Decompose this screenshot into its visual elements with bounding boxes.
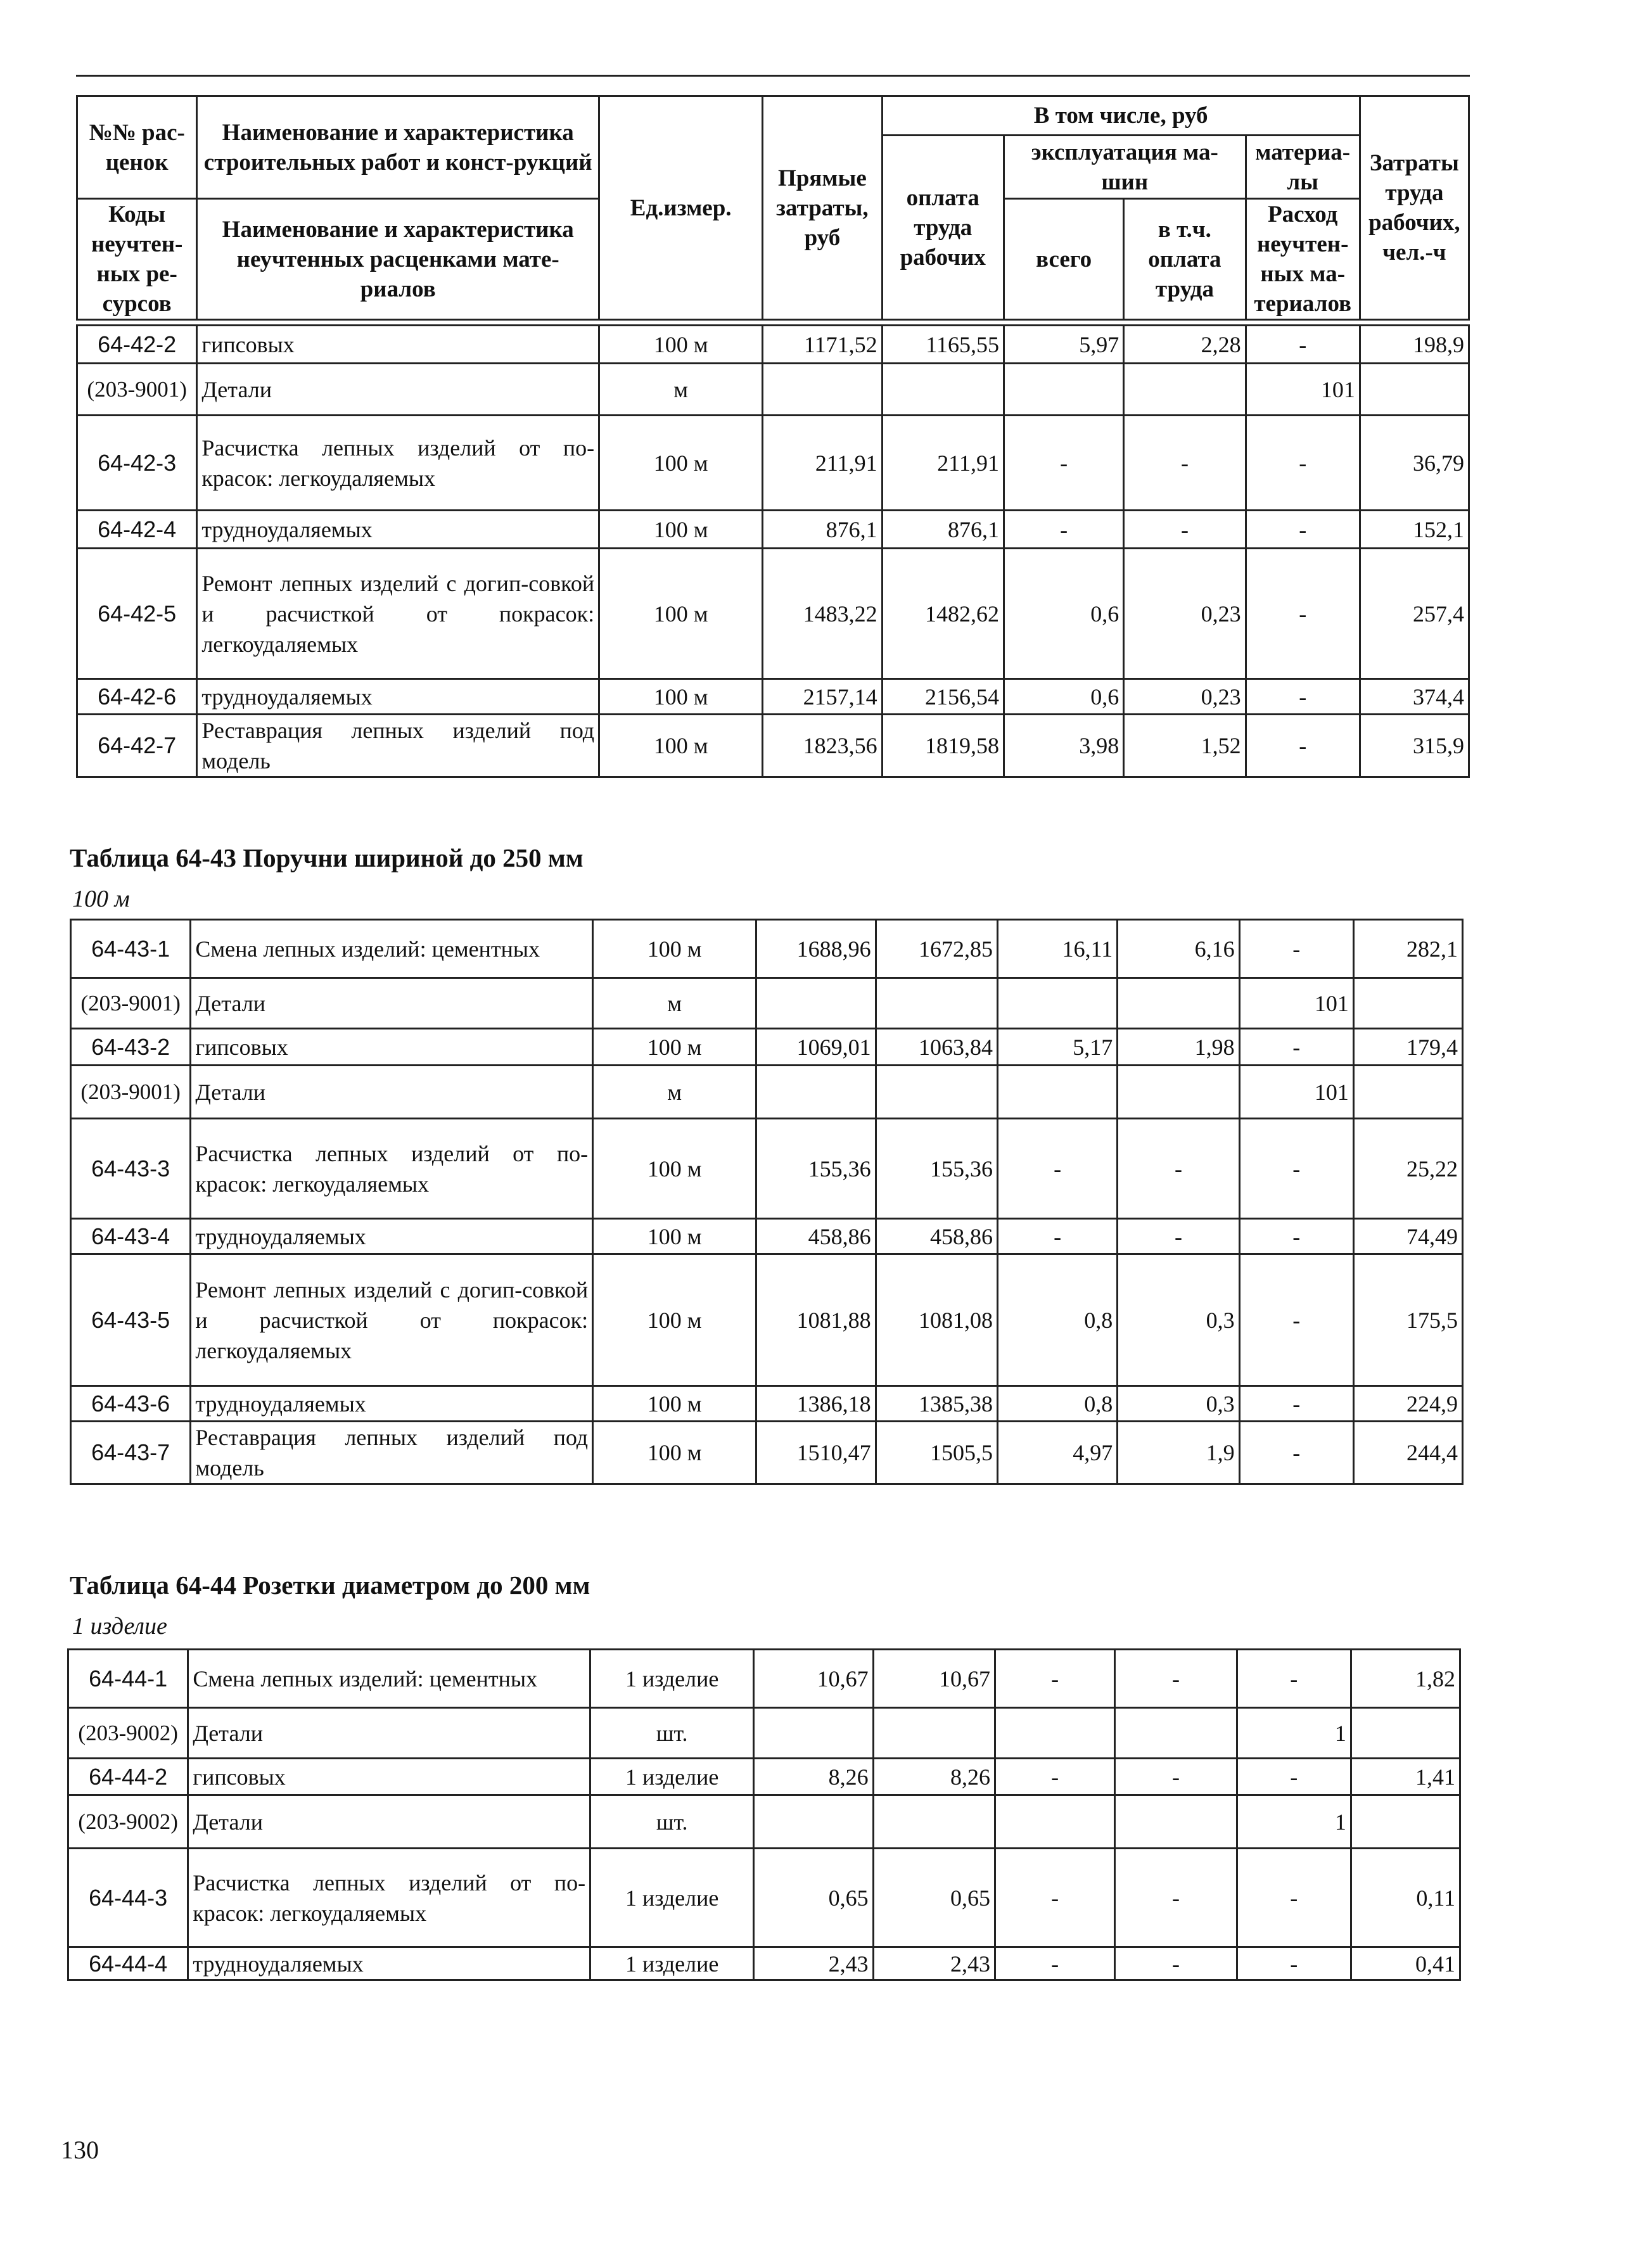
table-row: [71, 1422, 1463, 1484]
cell-wages: 458,86: [876, 1219, 997, 1254]
cell-mach-wages: 0,23: [1124, 549, 1246, 679]
cell-code: 64-44-3: [68, 1849, 188, 1947]
table-64-43: [70, 919, 1464, 1485]
cell-unit: 100 м: [593, 1386, 756, 1422]
cell-unit: 100 м: [599, 549, 763, 679]
cell-mat: -: [1239, 1386, 1353, 1422]
header-name-bottom: Наименование и характеристика неучтенных расценками мате-риалов: [197, 199, 599, 320]
cell-mach: -: [1004, 511, 1123, 549]
cell-unit: 1 изделие: [590, 1947, 754, 1980]
cell-direct: [763, 364, 882, 416]
cell-code: 64-43-5: [71, 1254, 191, 1386]
cell-unit: 100 м: [593, 1119, 756, 1219]
cell-wages: 876,1: [882, 511, 1004, 549]
table-64-42: [76, 324, 1470, 778]
header-machines-total: всего: [1004, 199, 1123, 320]
cell-mat: -: [1237, 1947, 1351, 1980]
cell-unit: 100 м: [599, 715, 763, 777]
table-row: [68, 1759, 1460, 1795]
cell-wages: [876, 978, 997, 1029]
header-direct-costs: Прямые затраты, руб: [763, 96, 882, 320]
cell-labor: 175,5: [1353, 1254, 1462, 1386]
cell-unit: м: [593, 1066, 756, 1119]
cell-mach-wages: -: [1118, 1219, 1239, 1254]
cell-direct: [756, 978, 876, 1029]
cell-mach-wages: -: [1124, 416, 1246, 511]
cell-unit: 100 м: [593, 1254, 756, 1386]
cell-mach: -: [995, 1759, 1114, 1795]
cell-mach-wages: -: [1115, 1759, 1237, 1795]
cell-direct: 1081,88: [756, 1254, 876, 1386]
cell-wages: 0,65: [873, 1849, 995, 1947]
table-row: [77, 679, 1469, 715]
cell-mach-wages: [1118, 978, 1239, 1029]
cell-code: (203-9002): [68, 1795, 188, 1849]
cell-name: трудноудаляемых: [197, 679, 599, 715]
cell-mach-wages: [1115, 1708, 1237, 1759]
header-including-group: В том числе, руб: [882, 96, 1360, 136]
cell-direct: 1823,56: [763, 715, 882, 777]
table-row: [68, 1947, 1460, 1980]
cell-name: Детали: [191, 978, 593, 1029]
cell-mat: -: [1239, 1254, 1353, 1386]
cell-mach: -: [997, 1119, 1117, 1219]
table-64-44-caption: Таблица 64-44 Розетки диаметром до 200 мм: [70, 1570, 590, 1600]
cell-mat: 1: [1237, 1795, 1351, 1849]
cell-direct: 2,43: [754, 1947, 873, 1980]
cell-name: гипсовых: [197, 326, 599, 364]
cell-unit: 100 м: [593, 1422, 756, 1484]
cell-direct: 10,67: [754, 1650, 873, 1708]
cell-mach: 0,6: [1004, 679, 1123, 715]
cell-mach: 16,11: [997, 920, 1117, 978]
cell-mat: -: [1239, 1219, 1353, 1254]
cell-mach-wages: 1,52: [1124, 715, 1246, 777]
cell-labor: 1,82: [1351, 1650, 1460, 1708]
table-64-44-unit-caption: 1 изделие: [72, 1613, 167, 1640]
cell-code: (203-9001): [71, 1066, 191, 1119]
cell-labor: 198,9: [1360, 326, 1469, 364]
cell-wages: [873, 1795, 995, 1849]
cell-direct: 1171,52: [763, 326, 882, 364]
cell-code: 64-42-4: [77, 511, 197, 549]
cell-mat: -: [1237, 1650, 1351, 1708]
table-row: [77, 326, 1469, 364]
cell-labor: 224,9: [1353, 1386, 1462, 1422]
cell-mat: -: [1237, 1849, 1351, 1947]
cell-mach-wages: 6,16: [1118, 920, 1239, 978]
cell-code: 64-43-3: [71, 1119, 191, 1219]
cell-wages: 155,36: [876, 1119, 997, 1219]
cell-mach-wages: -: [1124, 511, 1246, 549]
cell-mach-wages: -: [1115, 1947, 1237, 1980]
cell-code: 64-44-4: [68, 1947, 188, 1980]
table-row: [71, 1219, 1463, 1254]
cell-wages: [882, 364, 1004, 416]
cell-mach: -: [997, 1219, 1117, 1254]
cell-unit: м: [593, 978, 756, 1029]
cell-code: 64-43-6: [71, 1386, 191, 1422]
cell-name: Смена лепных изделий: цементных: [191, 920, 593, 978]
cell-mach-wages: -: [1118, 1119, 1239, 1219]
cell-direct: 1069,01: [756, 1029, 876, 1066]
cell-mat: -: [1246, 679, 1360, 715]
cell-direct: 1386,18: [756, 1386, 876, 1422]
cell-wages: 2156,54: [882, 679, 1004, 715]
cell-code: 64-43-4: [71, 1219, 191, 1254]
cell-name: трудноудаляемых: [191, 1386, 593, 1422]
cell-unit: 100 м: [599, 326, 763, 364]
cell-mat: -: [1246, 549, 1360, 679]
cell-direct: 211,91: [763, 416, 882, 511]
cell-mach-wages: -: [1115, 1849, 1237, 1947]
table-row: [68, 1849, 1460, 1947]
cell-labor: 152,1: [1360, 511, 1469, 549]
table-row: [71, 1254, 1463, 1386]
cell-code: 64-43-7: [71, 1422, 191, 1484]
header-wages: оплата труда рабочих: [882, 136, 1004, 320]
cell-code: 64-42-6: [77, 679, 197, 715]
cell-unit: шт.: [590, 1708, 754, 1759]
cell-mach-wages: 0,3: [1118, 1386, 1239, 1422]
cell-wages: 10,67: [873, 1650, 995, 1708]
cell-wages: 1819,58: [882, 715, 1004, 777]
table-64-44: [67, 1648, 1461, 1981]
cell-labor: 0,41: [1351, 1947, 1460, 1980]
table-row: [68, 1650, 1460, 1708]
table-64-43-unit-caption: 100 м: [72, 886, 130, 912]
cell-code: 64-42-2: [77, 326, 197, 364]
top-rule: [76, 75, 1470, 77]
cell-name: Детали: [197, 364, 599, 416]
cell-labor: [1360, 364, 1469, 416]
cell-mach-wages: 0,3: [1118, 1254, 1239, 1386]
header-machines: эксплуатация ма-шин: [1004, 136, 1246, 199]
cell-wages: 1165,55: [882, 326, 1004, 364]
cell-name: Детали: [188, 1708, 590, 1759]
cell-labor: 0,11: [1351, 1849, 1460, 1947]
cell-labor: 374,4: [1360, 679, 1469, 715]
cell-mach: 5,97: [1004, 326, 1123, 364]
table-row: [77, 364, 1469, 416]
cell-code: (203-9001): [71, 978, 191, 1029]
cell-unit: 100 м: [599, 416, 763, 511]
header-materials-use: Расход неучтен-ных ма-териалов: [1246, 199, 1360, 320]
cell-mach-wages: 2,28: [1124, 326, 1246, 364]
cell-wages: 1385,38: [876, 1386, 997, 1422]
cell-name: трудноудаляемых: [197, 511, 599, 549]
cell-mach-wages: [1118, 1066, 1239, 1119]
cell-direct: 458,86: [756, 1219, 876, 1254]
page-number: 130: [61, 2136, 99, 2164]
cell-direct: [754, 1708, 873, 1759]
cell-mach: 3,98: [1004, 715, 1123, 777]
cell-unit: 100 м: [599, 679, 763, 715]
cell-direct: [756, 1066, 876, 1119]
cell-unit: 1 изделие: [590, 1650, 754, 1708]
cell-mach-wages: 1,9: [1118, 1422, 1239, 1484]
table-row: [77, 549, 1469, 679]
cell-wages: [876, 1066, 997, 1119]
header-materials: материа-лы: [1246, 136, 1360, 199]
cell-mat: -: [1239, 1119, 1353, 1219]
cell-unit: 100 м: [593, 920, 756, 978]
cell-labor: 282,1: [1353, 920, 1462, 978]
cell-mach: [995, 1708, 1114, 1759]
cell-wages: 8,26: [873, 1759, 995, 1795]
cell-mach-wages: 1,98: [1118, 1029, 1239, 1066]
table-row: [71, 978, 1463, 1029]
cell-mach-wages: 0,23: [1124, 679, 1246, 715]
header-labor-costs: Затраты труда рабочих, чел.-ч: [1360, 96, 1469, 320]
header-name-top: Наименование и характеристика строительных работ и конст-рукций: [197, 96, 599, 199]
cell-unit: шт.: [590, 1795, 754, 1849]
cell-wages: 1672,85: [876, 920, 997, 978]
cell-code: 64-43-1: [71, 920, 191, 978]
cell-code: 64-42-7: [77, 715, 197, 777]
cell-name: Реставрация лепных изделий под модель: [197, 715, 599, 777]
cell-mach: 0,8: [997, 1386, 1117, 1422]
cell-labor: 244,4: [1353, 1422, 1462, 1484]
cell-direct: 2157,14: [763, 679, 882, 715]
cell-mat: -: [1246, 416, 1360, 511]
cell-mach: 0,6: [1004, 549, 1123, 679]
cell-name: Смена лепных изделий: цементных: [188, 1650, 590, 1708]
header-machines-wages: в т.ч. оплата труда: [1124, 199, 1246, 320]
cell-name: Детали: [188, 1795, 590, 1849]
cell-name: Расчистка лепных изделий от по-красок: легкоудаляемых: [191, 1119, 593, 1219]
table-row: [77, 715, 1469, 777]
cell-name: Детали: [191, 1066, 593, 1119]
cell-labor: 1,41: [1351, 1759, 1460, 1795]
cell-name: Реставрация лепных изделий под модель: [191, 1422, 593, 1484]
cell-direct: 8,26: [754, 1759, 873, 1795]
cell-direct: 1510,47: [756, 1422, 876, 1484]
cell-labor: [1351, 1795, 1460, 1849]
cell-wages: 211,91: [882, 416, 1004, 511]
cell-code: 64-44-2: [68, 1759, 188, 1795]
cell-direct: 1688,96: [756, 920, 876, 978]
cell-unit: м: [599, 364, 763, 416]
cell-mat: 101: [1246, 364, 1360, 416]
cell-wages: 2,43: [873, 1947, 995, 1980]
header-unit: Ед.измер.: [599, 96, 763, 320]
cell-code: (203-9001): [77, 364, 197, 416]
cell-name: Ремонт лепных изделий с догип-совкой и расчисткой от покрасок: легкоудаляемых: [191, 1254, 593, 1386]
cell-mach: [997, 978, 1117, 1029]
cell-name: гипсовых: [191, 1029, 593, 1066]
cell-mach: [995, 1795, 1114, 1849]
cell-labor: 36,79: [1360, 416, 1469, 511]
cell-code: 64-42-5: [77, 549, 197, 679]
header-code-bottom: Коды неучтен-ных ре-сурсов: [77, 199, 197, 320]
cell-mach: -: [995, 1947, 1114, 1980]
cell-mat: 101: [1239, 1066, 1353, 1119]
cell-mach: -: [995, 1849, 1114, 1947]
cell-labor: 179,4: [1353, 1029, 1462, 1066]
cell-wages: [873, 1708, 995, 1759]
cell-labor: [1351, 1708, 1460, 1759]
cell-mat: -: [1246, 326, 1360, 364]
cell-mat: -: [1239, 1029, 1353, 1066]
table-row: [71, 1386, 1463, 1422]
cell-code: 64-44-1: [68, 1650, 188, 1708]
cell-mach: 0,8: [997, 1254, 1117, 1386]
cell-direct: 0,65: [754, 1849, 873, 1947]
cell-name: Расчистка лепных изделий от по-красок: легкоудаляемых: [197, 416, 599, 511]
cell-mach: [997, 1066, 1117, 1119]
cell-name: трудноудаляемых: [191, 1219, 593, 1254]
cell-mat: -: [1239, 1422, 1353, 1484]
cell-name: Ремонт лепных изделий с догип-совкой и расчисткой от покрасок: легкоудаляемых: [197, 549, 599, 679]
cell-name: Расчистка лепных изделий от по-красок: легкоудаляемых: [188, 1849, 590, 1947]
cell-direct: [754, 1795, 873, 1849]
cell-mat: 1: [1237, 1708, 1351, 1759]
cell-mat: -: [1237, 1759, 1351, 1795]
cell-code: (203-9002): [68, 1708, 188, 1759]
cell-name: гипсовых: [188, 1759, 590, 1795]
cell-direct: 876,1: [763, 511, 882, 549]
cell-mach: -: [1004, 416, 1123, 511]
table-row: [71, 1119, 1463, 1219]
table-row: [71, 920, 1463, 978]
cell-wages: 1505,5: [876, 1422, 997, 1484]
cell-mach: [1004, 364, 1123, 416]
table-row: [77, 416, 1469, 511]
cell-mach: 5,17: [997, 1029, 1117, 1066]
table-row: [71, 1029, 1463, 1066]
table-row: [71, 1066, 1463, 1119]
cell-mat: 101: [1239, 978, 1353, 1029]
cell-labor: [1353, 978, 1462, 1029]
cell-labor: 74,49: [1353, 1219, 1462, 1254]
table-row: [68, 1708, 1460, 1759]
cell-wages: 1081,08: [876, 1254, 997, 1386]
cell-wages: 1482,62: [882, 549, 1004, 679]
cell-unit: 100 м: [593, 1219, 756, 1254]
cell-mach-wages: [1124, 364, 1246, 416]
cell-labor: 257,4: [1360, 549, 1469, 679]
cell-unit: 100 м: [593, 1029, 756, 1066]
cell-unit: 1 изделие: [590, 1759, 754, 1795]
cell-direct: 1483,22: [763, 549, 882, 679]
cell-wages: 1063,84: [876, 1029, 997, 1066]
cell-mach-wages: [1115, 1795, 1237, 1849]
cell-code: 64-43-2: [71, 1029, 191, 1066]
cell-labor: 25,22: [1353, 1119, 1462, 1219]
cell-mat: -: [1239, 920, 1353, 978]
table-row: [68, 1795, 1460, 1849]
table-row: [77, 511, 1469, 549]
cell-unit: 1 изделие: [590, 1849, 754, 1947]
header-code-top: №№ рас-ценок: [77, 96, 197, 199]
table-64-43-caption: Таблица 64-43 Поручни шириной до 250 мм: [70, 843, 584, 872]
cell-name: трудноудаляемых: [188, 1947, 590, 1980]
cell-code: 64-42-3: [77, 416, 197, 511]
cell-mach: -: [995, 1650, 1114, 1708]
rates-table-header: [76, 95, 1470, 321]
cell-labor: 315,9: [1360, 715, 1469, 777]
cell-mach-wages: -: [1115, 1650, 1237, 1708]
cell-unit: 100 м: [599, 511, 763, 549]
cell-labor: [1353, 1066, 1462, 1119]
cell-direct: 155,36: [756, 1119, 876, 1219]
cell-mach: 4,97: [997, 1422, 1117, 1484]
cell-mat: -: [1246, 511, 1360, 549]
cell-mat: -: [1246, 715, 1360, 777]
